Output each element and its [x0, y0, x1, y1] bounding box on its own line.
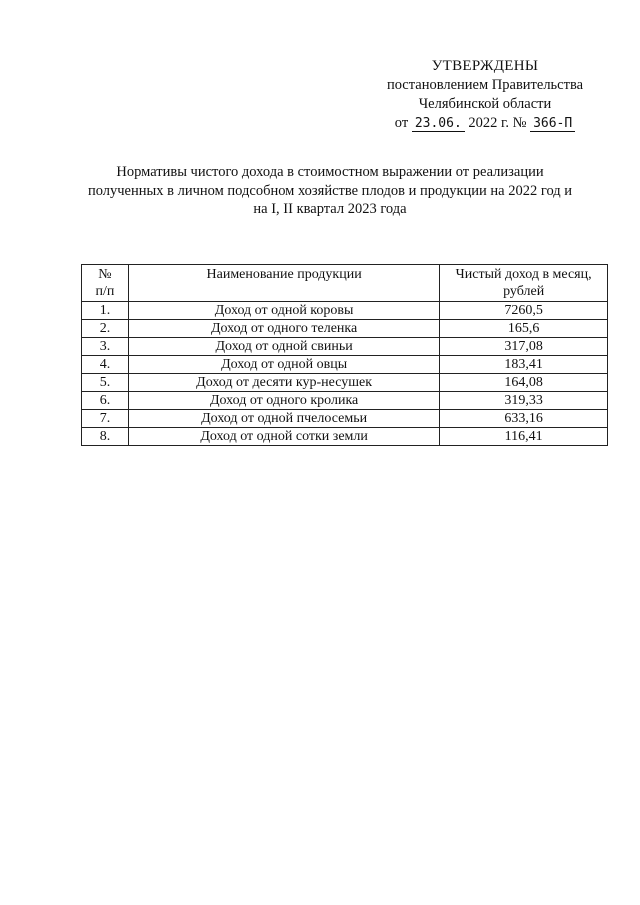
row-income-value: 319,33 — [440, 392, 608, 410]
row-product-name: Доход от одного кролика — [128, 392, 439, 410]
header-number-line-2: п/п — [95, 284, 115, 299]
table-row — [82, 392, 608, 410]
row-income-value: 165,6 — [440, 320, 608, 338]
header-income-line-1: Чистый доход в месяц, — [455, 267, 592, 282]
row-product-name: Доход от одной овцы — [128, 356, 439, 374]
row-number: 3. — [82, 338, 129, 356]
header-income-line-2: рублей — [503, 284, 545, 299]
approval-line-2: Челябинской области — [418, 96, 552, 112]
income-table-wrapper — [81, 264, 608, 446]
table-row — [82, 338, 608, 356]
approval-title: УТВЕРЖДЕНЫ — [431, 58, 539, 74]
title-line-1: Нормативы чистого дохода в стоимостном выражении от реализации — [116, 164, 544, 180]
row-income-value: 7260,5 — [440, 302, 608, 320]
row-income-value: 164,08 — [440, 374, 608, 392]
date-prefix: от — [394, 115, 409, 131]
table-header-row — [82, 265, 608, 302]
document-title — [50, 163, 610, 219]
row-number: 5. — [82, 374, 129, 392]
table-row — [82, 302, 608, 320]
approval-line-1: постановлением Правительства — [386, 77, 584, 93]
header-number — [82, 265, 129, 302]
row-income-value: 183,41 — [440, 356, 608, 374]
decree-number: 366-П — [530, 116, 575, 132]
table-row — [82, 374, 608, 392]
table-row — [82, 410, 608, 428]
row-product-name: Доход от одной пчелосемьи — [128, 410, 439, 428]
title-line-2: полученных в личном подсобном хозяйстве плодов и продукции на 2022 год и — [87, 182, 573, 199]
approval-block — [360, 57, 610, 133]
row-product-name: Доход от одной коровы — [128, 302, 439, 320]
header-income — [440, 265, 608, 302]
table-row — [82, 356, 608, 374]
row-number: 8. — [82, 428, 129, 446]
header-number-line-1: № — [98, 267, 112, 282]
header-product-name: Наименование продукции — [128, 265, 439, 302]
row-number: 6. — [82, 392, 129, 410]
date-suffix: 2022 г. № — [468, 115, 527, 131]
row-product-name: Доход от десяти кур-несушек — [128, 374, 439, 392]
date-value: 23.06. — [412, 116, 465, 132]
row-product-name: Доход от одной свиньи — [128, 338, 439, 356]
row-number: 7. — [82, 410, 129, 428]
row-number: 1. — [82, 302, 129, 320]
title-line-3: на I, II квартал 2023 года — [253, 201, 407, 217]
row-income-value: 317,08 — [440, 338, 608, 356]
row-number: 4. — [82, 356, 129, 374]
table-row — [82, 320, 608, 338]
row-number: 2. — [82, 320, 129, 338]
income-table — [81, 264, 608, 446]
row-product-name: Доход от одной сотки земли — [128, 428, 439, 446]
table-row — [82, 428, 608, 446]
row-product-name: Доход от одного теленка — [128, 320, 439, 338]
row-income-value: 116,41 — [440, 428, 608, 446]
approval-date-line — [360, 114, 610, 133]
row-income-value: 633,16 — [440, 410, 608, 428]
